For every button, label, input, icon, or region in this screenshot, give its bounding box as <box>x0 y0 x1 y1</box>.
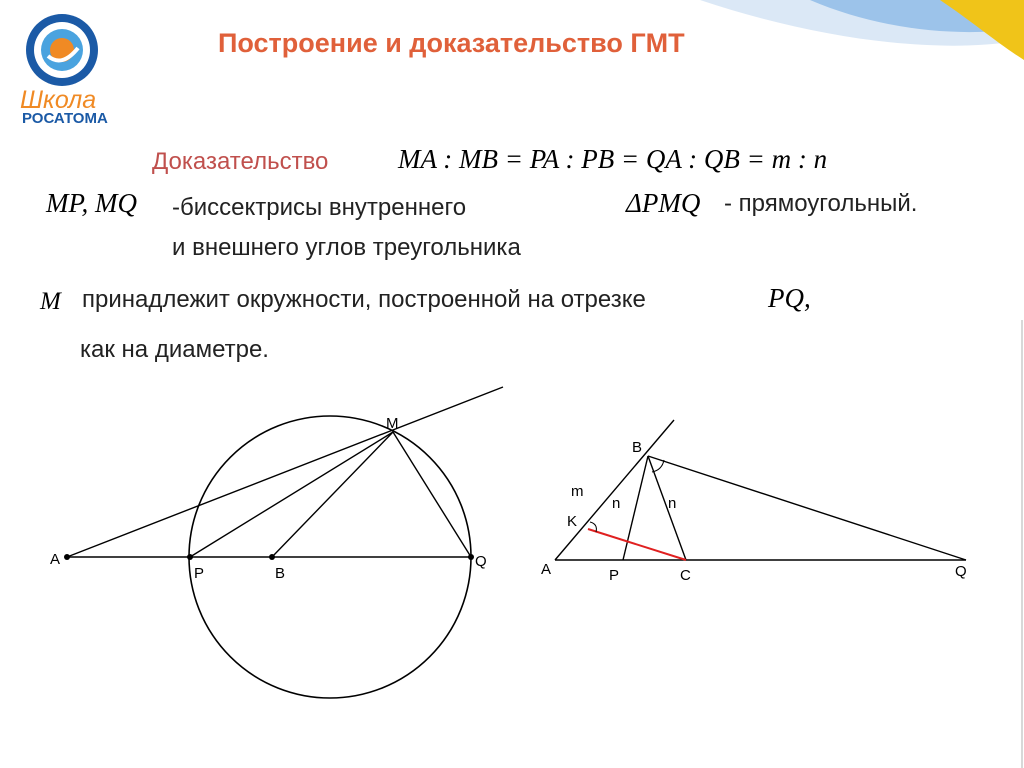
bisectors-text-line2: и внешнего углов треугольника <box>172 234 521 261</box>
label-p: P <box>194 565 205 582</box>
logo-text-school: Школа <box>20 86 97 114</box>
ratio-formula: MA : MB = PA : PB = QA : QB = m : n <box>398 144 828 174</box>
label-a: A <box>50 551 61 568</box>
label-c-right: C <box>680 567 691 584</box>
label-m-right: m <box>571 483 584 500</box>
label-k-right: K <box>567 513 578 530</box>
belongs-circle-text: принадлежит окружности, построенной на отрезке <box>82 286 646 313</box>
proof-label: Доказательство <box>152 148 329 175</box>
segment-bq <box>648 456 966 560</box>
label-q: Q <box>475 553 487 570</box>
label-n-right: n <box>668 495 677 512</box>
label-b: B <box>275 565 286 582</box>
label-q-right: Q <box>955 563 967 580</box>
bisectors-text-line1: -биссектрисы внутреннего <box>172 194 467 221</box>
logo-text-rosatom: РОСАТОМА <box>22 110 108 127</box>
bisector-variables: MP, MQ <box>46 188 137 218</box>
label-n-left: n <box>612 495 621 512</box>
triangle-pmq: ΔPMQ <box>626 188 701 218</box>
label-a-right: A <box>541 561 552 578</box>
page-title: Построение и доказательство ГМТ <box>218 28 685 58</box>
right-triangle-text: - прямоугольный. <box>724 190 918 217</box>
red-segment-kc <box>588 529 686 560</box>
m-variable: M <box>40 288 61 315</box>
as-diameter-text: как на диаметре. <box>80 336 269 363</box>
pq-variable: PQ, <box>768 283 811 313</box>
label-b-right: B <box>632 439 643 456</box>
label-m: M <box>386 415 399 432</box>
label-p-right: P <box>609 567 620 584</box>
